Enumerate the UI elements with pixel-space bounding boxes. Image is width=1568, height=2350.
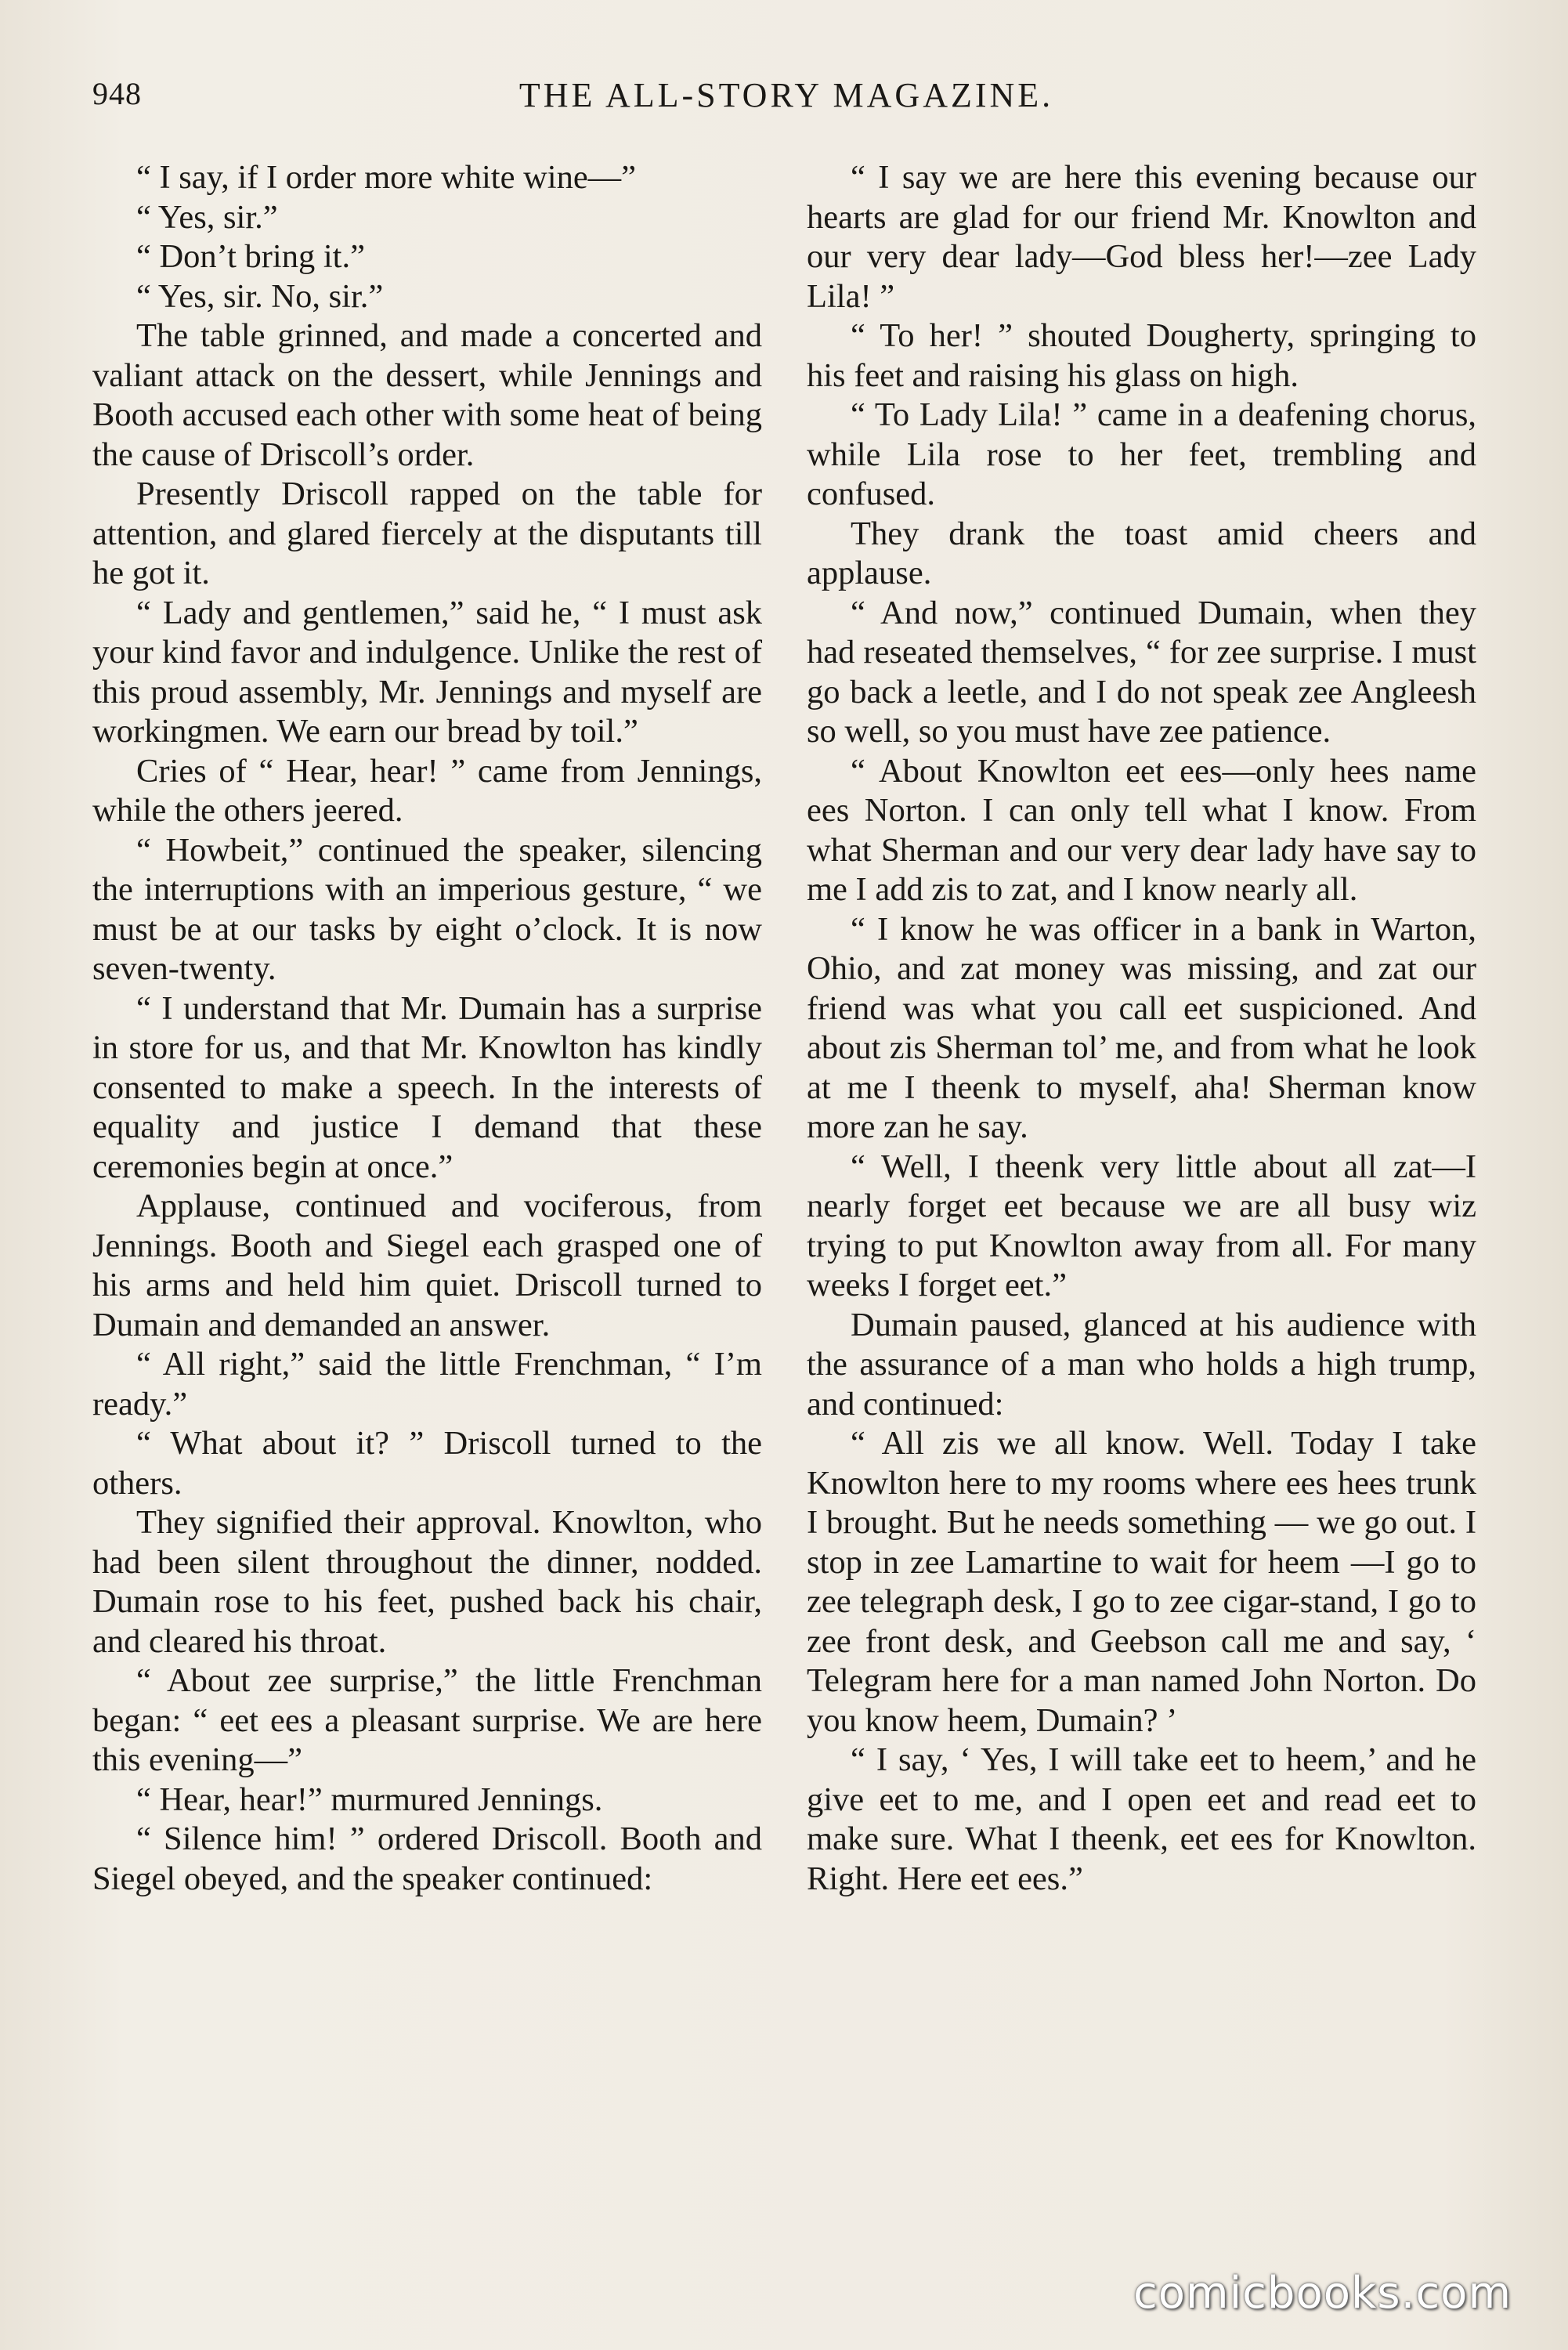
- watermark: comicbooks.com: [1133, 2268, 1512, 2319]
- paragraph: “ To Lady Lila! ” came in a deafening chorus, while Lila rose to her feet, trembling and confused.: [807, 396, 1476, 512]
- paragraph: “ Silence him! ” ordered Driscoll. Booth and Siegel obeyed, and the speaker continued:: [92, 1820, 762, 1897]
- page-header: [92, 75, 1480, 122]
- paragraph: “ I know he was officer in a bank in Warton, Ohio, and zat money was missing, and zat our friend was what you call eet suspicioned. And about zis Sherman tol’ me, and from what he look at me I theenk to myself, aha! Sherman know more zan he say.: [807, 910, 1476, 1145]
- paragraph: They drank the toast amid cheers and applause.: [807, 515, 1476, 591]
- paragraph: “ All right,” said the little Frenchman, “ I’m ready.”: [92, 1346, 762, 1423]
- paragraph: “ Don’t bring it.”: [136, 238, 365, 275]
- paragraph: “ All zis we all know. Well. Today I take Knowlton here to my rooms where ees hees trunk I brought. But he needs something — we go out. I stop in zee Lamartine to wait for heem —I go to zee telegraph desk, I go to zee cigar-stand, I go to zee front desk, and Geebson call me and say, ‘ Telegram here for a man named John Norton. Do you know heem, Dumain? ’: [807, 1425, 1476, 1739]
- magazine-title: THE ALL-STORY MAGAZINE.: [518, 76, 1054, 114]
- paragraph: They signified their approval. Knowlton, who had been silent throughout the dinner, nodded. Dumain rose to his feet, pushed back his chair, and cleared his throat.: [92, 1504, 762, 1660]
- paragraph: “ Lady and gentlemen,” said he, “ I must ask your kind favor and indulgence. Unlike the rest of this proud assembly, Mr. Jennings and myself are workingmen. We earn our bread by toil.”: [92, 594, 762, 750]
- paragraph: “ What about it? ” Driscoll turned to the others.: [92, 1425, 762, 1502]
- paragraph: Dumain paused, glanced at his audience with the assurance of a man who holds a high trump, and continued:: [807, 1306, 1476, 1423]
- paragraph: Presently Driscoll rapped on the table for attention, and glared fiercely at the disputants till he got it.: [92, 475, 762, 591]
- right-text-column: [807, 158, 1476, 1899]
- paragraph: “ Well, I theenk very little about all zat—I nearly forget eet because we are all busy wiz trying to put Knowlton away from all. For many weeks I forget eet.”: [807, 1148, 1476, 1303]
- paragraph: “ To her! ” shouted Dougherty, springing to his feet and raising his glass on high.: [807, 317, 1476, 394]
- paragraph: “ And now,” continued Dumain, when they had reseated themselves, “ for zee surprise. I must go back a leetle, and I do not speak zee Angleesh so well, so you must have zee patience.: [807, 594, 1476, 750]
- paragraph: The table grinned, and made a concerted and valiant attack on the dessert, while Jennings and Booth accused each other with some heat of being the cause of Driscoll’s order.: [92, 317, 762, 473]
- paragraph: Applause, continued and vociferous, from Jennings. Booth and Siegel each grasped one of his arms and held him quiet. Driscoll turned to Dumain and demanded an answer.: [92, 1188, 762, 1343]
- left-text-column: [92, 158, 762, 1899]
- paragraph: “ Howbeit,” continued the speaker, silencing the interruptions with an imperious gesture, “ we must be at our tasks by eight o’clock. It is now seven-twenty.: [92, 831, 762, 987]
- paragraph: “ About zee surprise,” the little Frenchman began: “ eet ees a pleasant surprise. We are here this evening—”: [92, 1662, 762, 1778]
- paragraph: “ Yes, sir.”: [136, 198, 278, 236]
- page-number: 948: [92, 76, 142, 111]
- paragraph: “ I understand that Mr. Dumain has a surprise in store for us, and that Mr. Knowlton has kindly consented to make a speech. In the interests of equality and justice I demand that these ceremonies begin at once.”: [92, 989, 762, 1185]
- paragraph: Cries of “ Hear, hear! ” came from Jennings, while the others jeered.: [92, 752, 762, 829]
- paragraph: “ Hear, hear!” murmured Jennings.: [136, 1781, 603, 1818]
- paragraph: “ I say we are here this evening because our hearts are glad for our friend Mr. Knowlton and our very dear lady—God bless her!—zee Lady Lila! ”: [807, 159, 1476, 315]
- paragraph: “ I say, ‘ Yes, I will take eet to heem,’ and he give eet to me, and I open eet and read eet to make sure. What I theenk, eet ees for Knowlton. Right. Here eet ees.”: [807, 1741, 1476, 1897]
- paragraph: “ About Knowlton eet ees—only hees name ees Norton. I can only tell what I know. From what Sherman and our very dear lady have say to me I add zis to zat, and I know nearly all.: [807, 752, 1476, 908]
- paragraph: “ Yes, sir. No, sir.”: [136, 277, 384, 315]
- paragraph: “ I say, if I order more white wine—”: [136, 159, 637, 196]
